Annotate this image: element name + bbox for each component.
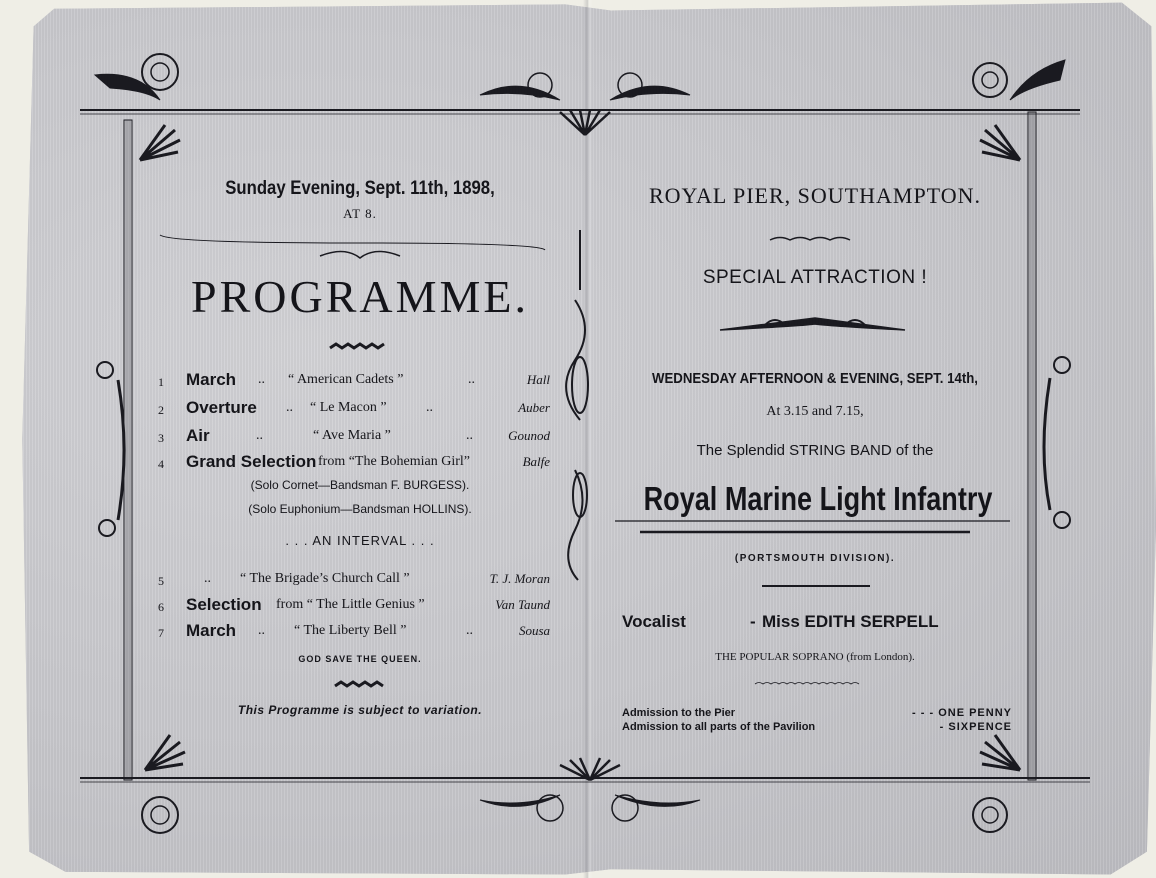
programme-item	[158, 452, 550, 476]
item-type: Selection	[186, 595, 262, 614]
item-leader: ..	[204, 571, 211, 586]
item-leader: ..	[468, 372, 475, 387]
item-composer: Sousa	[518, 623, 550, 638]
item-title: “ American Cadets ”	[288, 372, 404, 387]
item-composer: Hall	[526, 372, 550, 387]
item-composer: Gounod	[508, 428, 550, 443]
vocalist-description: THE POPULAR SOPRANO (from London).	[715, 651, 915, 663]
concert-time: AT 8.	[343, 206, 377, 221]
item-type: Overture	[186, 398, 257, 417]
item-number: 7	[158, 626, 164, 640]
item-title: from “ The Little Genius ”	[276, 597, 425, 612]
item-composer: T. J. Moran	[489, 571, 550, 586]
item-leader: ..	[258, 623, 265, 638]
programme-item	[158, 569, 550, 593]
item-title: from “The Bohemian Girl”	[318, 454, 471, 469]
event-times: At 3.15 and 7.15,	[766, 404, 864, 419]
venue-title: ROYAL PIER, SOUTHAMPTON.	[648, 183, 982, 208]
item-number: 4	[158, 457, 164, 471]
item-type: March	[186, 621, 237, 640]
programme-item	[158, 370, 550, 394]
admission-pier	[622, 707, 1012, 721]
band-intro: The Splendid STRING BAND of the	[696, 442, 934, 459]
programme-item	[158, 621, 550, 645]
item-type: March	[186, 370, 237, 389]
admission-label: Admission to all parts of the Pavilion	[622, 721, 816, 733]
admission-pavilion	[622, 721, 1012, 735]
band-name: Royal Marine Light Infantry	[643, 480, 993, 517]
item-number: 6	[158, 600, 164, 614]
solo-euphonium: (Solo Euphonium—Bandsman HOLLINS).	[248, 502, 472, 516]
item-type: Air	[186, 426, 210, 445]
item-leader: ..	[258, 372, 265, 387]
item-number: 5	[158, 574, 164, 588]
solo-cornet: (Solo Cornet—Bandsman F. BURGESS).	[250, 478, 470, 492]
variation-notice: This Programme is subject to variation.	[237, 703, 483, 717]
special-attraction: SPECIAL ATTRACTION !	[702, 267, 928, 288]
god-save-the-queen: GOD SAVE THE QUEEN.	[298, 654, 422, 664]
interval-label: . . . AN INTERVAL . . .	[285, 533, 435, 548]
item-number: 1	[158, 375, 164, 389]
vocalist-label: Vocalist	[622, 612, 686, 631]
item-leader: ..	[426, 400, 433, 415]
vocalist-dash: -	[750, 612, 756, 631]
item-title: “ Le Macon ”	[310, 400, 387, 415]
item-leader: ..	[466, 428, 473, 443]
admission-price: - - - ONE PENNY	[912, 707, 1012, 719]
item-composer: Balfe	[522, 454, 550, 469]
item-title: “ The Brigade’s Church Call ”	[240, 571, 410, 586]
item-title: “ The Liberty Bell ”	[294, 623, 407, 638]
programme-item	[158, 595, 550, 619]
item-composer: Van Taund	[495, 597, 550, 612]
admission-price: - SIXPENCE	[939, 721, 1012, 733]
concert-date: Sunday Evening, Sept. 11th, 1898,	[225, 178, 495, 199]
programme-item	[158, 426, 550, 450]
item-composer: Auber	[518, 400, 550, 415]
programme-item	[158, 398, 550, 422]
vocalist-name: Miss EDITH SERPELL	[762, 612, 939, 631]
item-number: 3	[158, 431, 164, 445]
event-date: WEDNESDAY AFTERNOON & EVENING, SEPT. 14th,	[652, 370, 978, 387]
item-leader: ..	[256, 428, 263, 443]
admission-label: Admission to the Pier	[622, 707, 736, 719]
item-number: 2	[158, 403, 164, 417]
item-type: Grand Selection	[186, 452, 317, 471]
item-leader: ..	[286, 400, 293, 415]
programme-heading: PROGRAMME.	[190, 271, 529, 322]
band-division: (PORTSMOUTH DIVISION).	[734, 553, 896, 564]
item-title: “ Ave Maria ”	[313, 428, 391, 443]
item-leader: ..	[466, 623, 473, 638]
